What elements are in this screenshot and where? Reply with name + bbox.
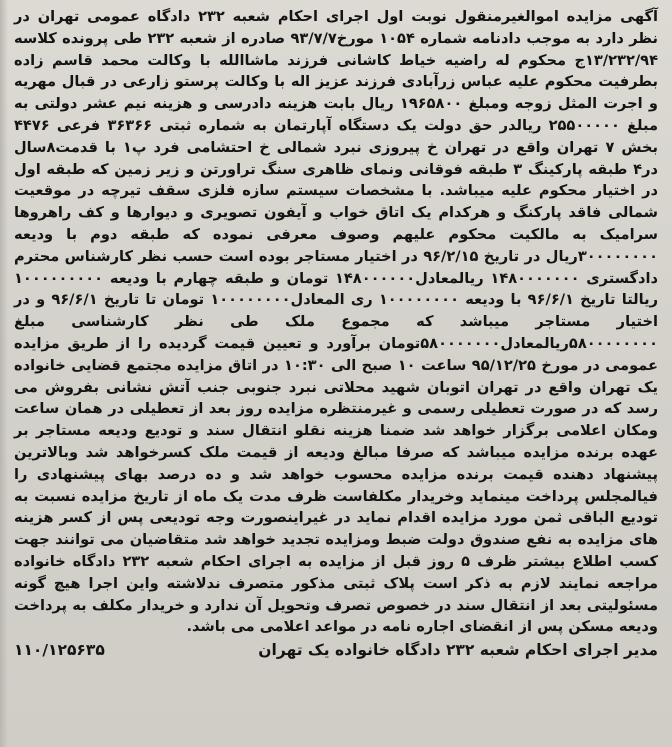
notice-code: ۱۱۰/۱۲۵۶۳۵ — [14, 641, 105, 660]
paper-edge-shadow — [0, 0, 8, 747]
notice-footer — [14, 640, 658, 662]
signature-line: مدیر اجرای احکام شعبه ۲۳۲ دادگاه خانواده یک تهران — [258, 641, 658, 660]
notice-body: آگهی مزایده اموالغیرمنقول نوبت اول اجرای احکام شعبه ۲۳۲ دادگاه عمومی تهران در نظر دارد به موجب دادنامه شماره ۱۰۵۴ مورخ۹۳/۷/۷ صادره از شعبه ۲۳۲ طی پرونده کلاسه ۱۳/۲۳۲/۹۴ج محکوم له راضیه خیاط کاشانی فرزند ماشاالله با وکالت محمد قاسم زاده بطرفیت محکوم علیه عباس زرآبادی فرزند عزیز اله با وکالت پرستو زارعی در قبال مهریه و اجرت المثل زوجه ومبلغ ۱۹۶۵۸۰۰ ریال بابت هزینه دادرسی و هزینه نیم عشر دولتی به مبلغ ۲۵۵۰۰۰۰۰ ریالدر حق دولت یک دستگاه آپارتمان به شماره ثبتی ۳۶۳۶۶ فرعی ۴۴۷۶ بخش ۷ تهران واقع در تهران خ پیروزی نبرد شمالی خ احتشامی فرد پ۱ با قدمت۸سال در۴ طبقه پارکینگ ۳ طبقه فوقانی ونمای ظاهری سنگ تراورتن و زیر زمین که طبقه اول در اختیار محکوم علیه میباشد. با مشخصات سیستم سازه فلزی سقف تیرچه در موقعیت شمالی فاقد پارکنگ و هرکدام یک اتاق خواب و آیفون تصویری و دیوارها و کف راهروها سرامیک به مالکیت محکوم علیهم وصوف معرفی نموده که طبقه دوم با ودیعه ۳۰۰۰۰۰۰۰۰ریال در تاریخ ۹۶/۲/۱۵ در اختیار مستاجر بوده است حسب نظر کارشناس محترم دادگستری ۱۴۸۰۰۰۰۰۰۰ ریالمعادل۱۴۸۰۰۰۰۰۰ تومان و طبقه چهارم با ودیعه ۱۰۰۰۰۰۰۰۰۰ ریالتا تاریخ ۹۶/۶/۱ با ودیعه ۱۰۰۰۰۰۰۰۰ ری المعادل۱۰۰۰۰۰۰۰۰ تومان تا تاریخ ۹۶/۶/۱ و در اختیار مستاجر میباشد که مجموع ملک طی نظر کارشناسی مبلغ ۵۸۰۰۰۰۰۰۰۰ریالمعادل۵۸۰۰۰۰۰۰۰تومان برآورد و تعیین قیمت گردیده را از طریق مزایده عمومی در مورخ ۹۵/۱۲/۲۵ ساعت ۱۰ صبح الی ۱۰:۳۰ در اتاق مزایده مجتمع قضایی خانواده یک تهران واقع در تهران اتوبان شهید محلاتی نبرد جنوبی جنب آتش نشانی بفروش می رسد که در صورت تعطیلی رسمی و غیرمنتظره مزایده روز بعد از تعطیلی در همان ساعت ومکان اعلامی برگزار خواهد شد ضمنا هزینه نقلو انتقال سند و تودیع ودیعه مستاجر بر عهده برنده مزایده میباشد که صرفا مبالغ ودیعه از قیمت ملک کسرخواهد شد وبالاترین پیشنهاد دهنده قیمت برنده مزایده محسوب خواهد شد و ده درصد بهای پیشنهادی را فیالمجلس پرداخت مینماید وخریدار مکلفاست ظرف مدت یک ماه از تاریخ مزایده نسبت به تودیع الباقی ثمن مورد مزایده اقدام نماید در غیراینصورت وجه تودیعی پس از کسر هزینه های مزایده به نفع صندوق دولت ضبط ومزایده تجدید خواهد شد متقاضیان می توانند جهت کسب اطلاع بیشتر ظرف ۵ روز قبل از مزایده به اجرای احکام شعبه ۲۳۲ دادگاه خانواده مراجعه نمایند لازم به ذکر است پلاک ثبتی مذکور متصرف ندلاشته واین اجرا هیچ گونه مسئولیتی بعد از انتقال سند در خصوص تصرف وتحویل آن ندارد و خریدار مکلف به پرداخت ودیعه مسکن پس از انقضای اجاره نامه در مواعد اعلامی می باشد. — [14, 8, 659, 636]
